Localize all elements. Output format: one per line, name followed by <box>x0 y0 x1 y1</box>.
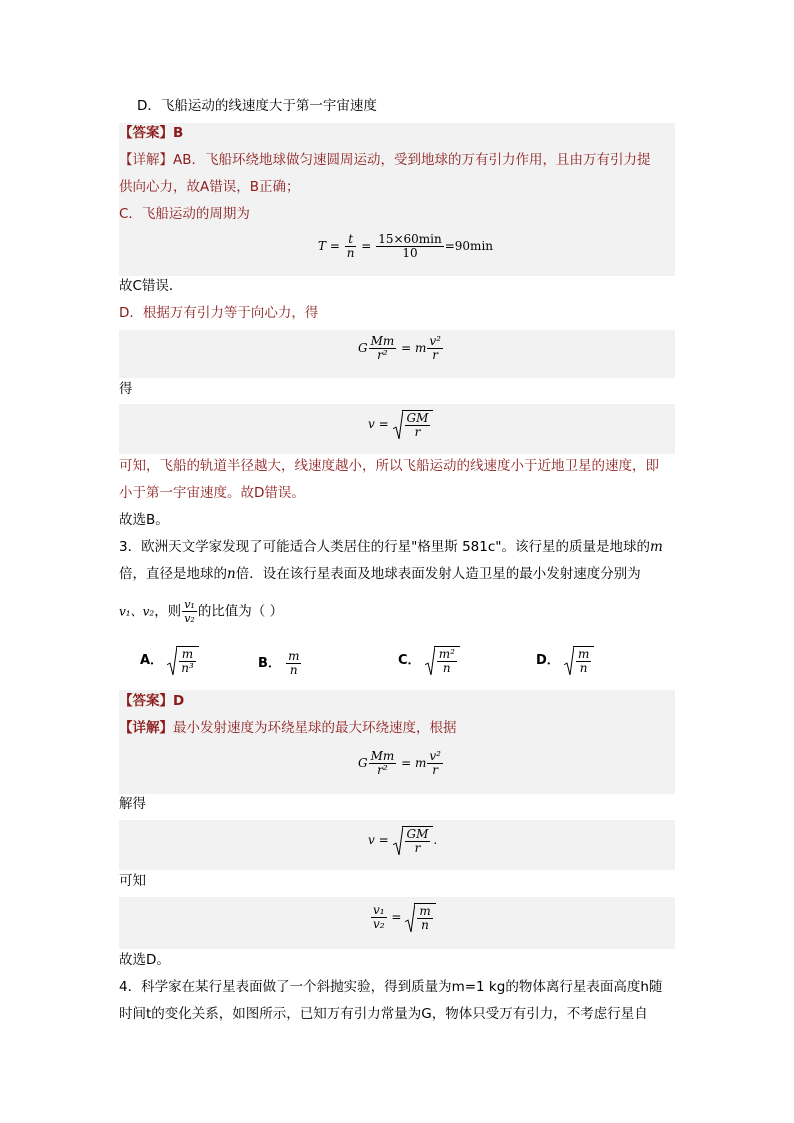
q4-line-1: 4．科学家在某行星表面做了一个斜抛实验，得到质量为m=1 kg的物体离行星表面高度h随 <box>119 979 663 995</box>
answer-block-q3 <box>119 690 675 794</box>
q3-stem-line-3: v₁、v₂，则 $\frac{\text{v₁}}{\text{v₂}}$ 的比值为（ ） <box>119 598 284 625</box>
detail-c: C．飞船运动的周期为 <box>119 206 250 222</box>
detail-line-2: 供向心力，故A错误，B正确； <box>119 179 300 195</box>
ratio-formula-q3: $\frac{\text{v₁}}{\text{v₂}}$ = $\frac{m}{n}$ <box>370 903 436 932</box>
q3-stem-line-2: 倍，直径是地球的n倍．设在该行星表面及地球表面发射人造卫星的最小发射速度分别为 <box>119 566 641 582</box>
detail-q3: 【详解】最小发射速度为环绕星球的最大环绕速度，根据 <box>119 720 457 736</box>
period-formula: T = $\frac{t}{n}$ = $\frac{15\times 60\min}{10}$ =90min <box>318 232 494 260</box>
conclusion-line-1: 可知，飞船的轨道半径越大，线速度越小，所以飞船运动的线速度小于近地卫星的速度，即 <box>119 458 659 474</box>
c-wrong: 故C错误． <box>119 278 183 294</box>
de-text: 得 <box>119 381 133 397</box>
option-d-text: D．飞船运动的线速度大于第一宇宙速度 <box>137 98 377 114</box>
q3-stem-line-1: 3．欧洲天文学家发现了可能适合人类居住的行星"格里斯 581c"。该行星的质量是地球的m <box>119 539 663 555</box>
conclusion-line-2: 小于第一宇宙速度。故D错误。 <box>119 485 305 501</box>
option-b[interactable]: B． $\frac{m}{n}$ <box>258 649 300 677</box>
answer-label: 【答案】B <box>119 125 184 141</box>
q4-line-2: 时间t的变化关系，如图所示，已知万有引力常量为G，物体只受万有引力，不考虑行星自 <box>119 1006 648 1022</box>
answer-label-q3: 【答案】D <box>119 693 185 709</box>
jiede-text: 解得 <box>119 796 146 812</box>
option-c[interactable]: C． $\frac{\text{m²}}{n}$ <box>398 646 460 675</box>
detail-line-1: 【详解】AB．飞船环绕地球做匀速圆周运动，受到地球的万有引力作用，且由万有引力提 <box>119 152 651 168</box>
gravity-formula-q3: G $\frac{Mm}{\text{r²}}$ = m $\frac{\text{v²}}{r}$ <box>358 749 441 777</box>
detail-d: D．根据万有引力等于向心力，得 <box>119 305 319 321</box>
velocity-formula-q2: v = $\frac{GM}{r}$ <box>368 410 433 439</box>
choose-q2: 故选B。 <box>119 512 169 528</box>
option-d[interactable]: D． $\frac{m}{n}$ <box>536 646 594 675</box>
option-a[interactable]: A． $\frac{m}{\text{n³}}$ <box>140 646 199 675</box>
kezhi-text: 可知 <box>119 873 146 889</box>
velocity-formula-q3: v = $\frac{GM}{r}$ . <box>368 827 438 855</box>
gravity-formula-q2: G $\frac{Mm}{\text{r²}}$ = m $\frac{\text{v²}}{r}$ <box>358 334 441 362</box>
choose-q3: 故选D。 <box>119 952 170 968</box>
